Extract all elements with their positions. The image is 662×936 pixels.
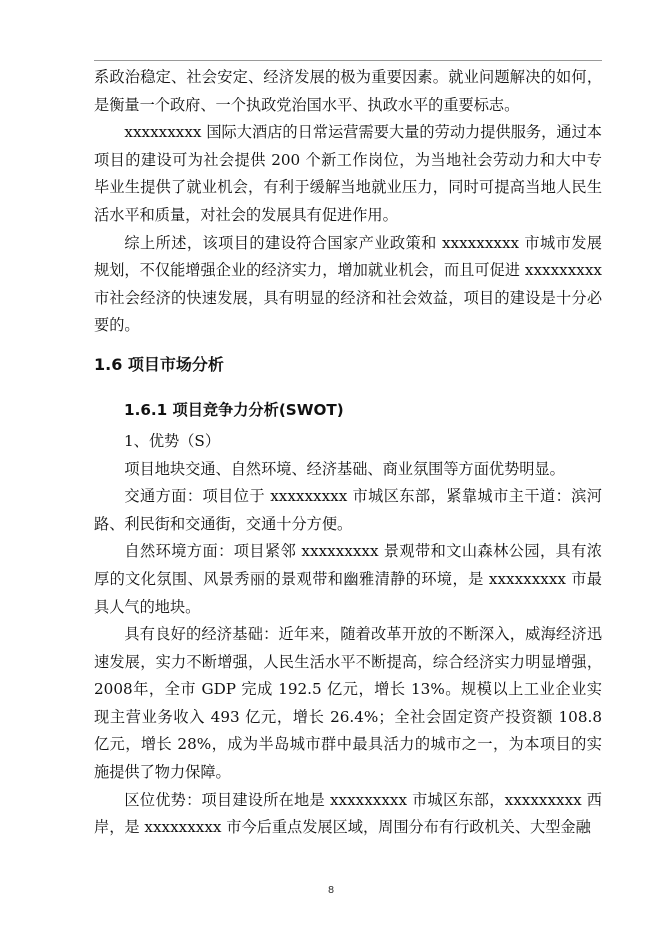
- body-paragraph: 系政治稳定、社会安定、经济发展的极为重要因素。就业问题解决的如何，是衡量一个政府、一个执政党治国水平、执政水平的重要标志。: [94, 68, 602, 114]
- body-paragraph: 区位优势：项目建设所在地是 xxxxxxxxx 市城区东部，xxxxxxxxx 西岸，是 xxxxxxxxx 市今后重点发展区域，周围分布有行政机关、大型金融: [94, 790, 602, 837]
- body-paragraph: 交通方面：项目位于 xxxxxxxxx 市城区东部，紧靠城市主干道：滨河路、利民街和交通街，交通十分方便。: [94, 487, 602, 533]
- body-paragraph: 项目地块交通、自然环境、经济基础、商业氛围等方面优势明显。: [124, 459, 565, 478]
- body-paragraph: xxxxxxxxx 国际大酒店的日常运营需要大量的劳动力提供服务，通过本项目的建设可为社会提供 200 个新工作岗位，为当地社会劳动力和大中专毕业生提供了就业机会，有利于缓解当地就业压力，同时可提高当地人民生活水平和质量，对社会的发展具有促进作用。: [94, 123, 602, 224]
- document-page: [94, 64, 602, 842]
- body-paragraph: 具有良好的经济基础：近年来，随着改革开放的不断深入，威海经济迅速发展，实力不断增强，人民生活水平不断提高，综合经济实力明显增强，2008年，全市 GDP 完成 192.5 亿元，增长 13%。规模以上工业企业实现主营业务收入 493 亿元，增长 26.4%；全社会固定资产投资额 108.8 亿元，增长 28%，成为半岛城市群中最具活力的城市之一，为本项目的实施提供了物力保障。: [94, 625, 602, 782]
- section-heading: 1.6 项目市场分析: [94, 354, 224, 374]
- item-heading: 1、优势（S）: [124, 431, 221, 450]
- body-paragraph: 自然环境方面：项目紧邻 xxxxxxxxx 景观带和文山森林公园，具有浓厚的文化氛围、风景秀丽的景观带和幽雅清静的环境，是 xxxxxxxxx 市最具人气的地块。: [94, 542, 602, 616]
- body-paragraph: 综上所述，该项目的建设符合国家产业政策和 xxxxxxxxx 市城市发展规划，不仅能增强企业的经济实力，增加就业机会，而且可促进 xxxxxxxxx 市社会经济的快速发展，具有明显的经济和社会效益，项目的建设是十分必要的。: [94, 233, 602, 335]
- header-rule: [94, 60, 602, 61]
- page-number: 8: [327, 885, 335, 896]
- subsection-heading: 1.6.1 项目竞争力分析(SWOT): [124, 400, 344, 419]
